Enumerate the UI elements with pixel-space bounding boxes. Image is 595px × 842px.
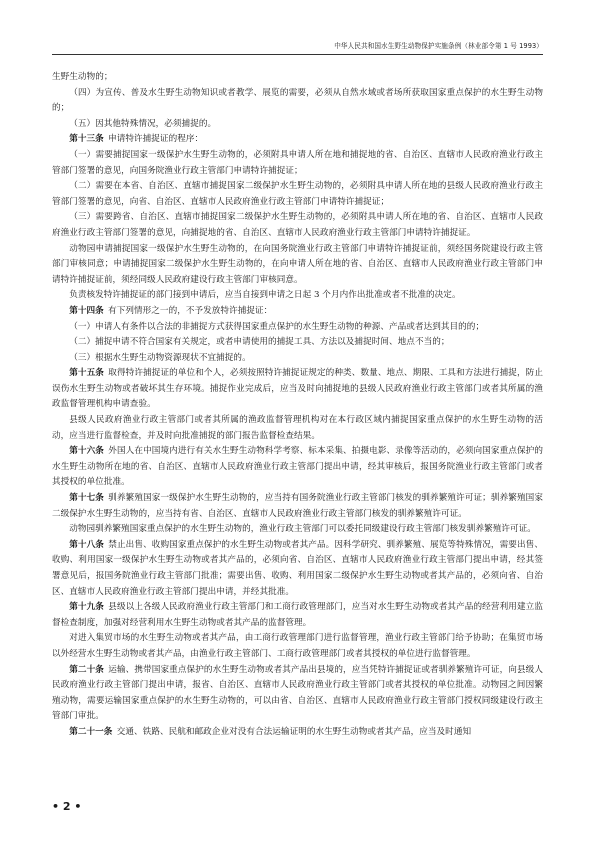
paragraph-text: 负责核发特许捕捉证的部门接到申请后，应当自接到申请之日起 3 个月内作出批准或者不批准的决定。: [69, 290, 461, 301]
paragraph: [52, 132, 543, 148]
paragraph: [52, 725, 543, 741]
paragraph-text: 运输、携带国家重点保护的水生野生动物或者其产品出县境的，应当凭特许捕捉证或者驯养繁殖许可证，向县级人民政府渔业行政主管部门提出申请，报省、自治区、直辖市人民政府渔业行政主管部门或者其授权的单位批准。动物园之间因繁殖动物，需要运输国家重点保护的水生野生动物的，可以由省、自治区、直辖市人民政府渔业行政主管部门授权同级建设行政主管部门审批。: [52, 664, 543, 722]
paragraph-text: 生野生动物的；: [52, 72, 113, 82]
running-header: 中华人民共和国水生野生动物保护实施条例（林业部令第 1 号 1993）: [52, 40, 543, 55]
paragraph-text: 取得特许捕捉证的单位和个人，必须按照特许捕捉证规定的种类、数量、地点、期限、工具和方法进行捕捉，防止误伤水生野生动物或者破坏其生存环境。捕捉作业完成后，应当及时向捕捉地的县级人民政府渔业行政主管部门或者其所属的渔政监督管理机构申请查验。: [52, 368, 543, 410]
paragraph-text: 县级人民政府渔业行政主管部门或者其所属的渔政监督管理机构对在本行政区域内捕捉国家重点保护的水生野生动物的活动，应当进行监督检查，并及时向批准捕捉的部门报告监督检查结果。: [52, 415, 543, 441]
paragraph-text: 动物园申请捕捉国家一级保护水生野生动物的，在向国务院渔业行政主管部门申请特许捕捉证前，须经国务院建设行政主管部门审核同意；申请捕捉国家二级保护水生野生动物的，在向申请人所在地的省、自治区、直辖市人民政府渔业行政主管部门申请特许捕捉证前，须经同级人民政府建设行政主管部门审核同意。: [52, 243, 543, 285]
paragraph-text: 有下列情形之一的，不予发放特许捕捉证：: [108, 305, 273, 316]
paragraph: [52, 86, 543, 117]
paragraph-text: 禁止出售、收购国家重点保护的水生野生动物或者其产品。因科学研究、驯养繁殖、展览等特殊情况，需要出售、收购、利用国家一级保护水生野生动物或者其产品的，必须向省、自治区、直辖市人民政府渔业行政主管部门提出申请，经其签署意见后，报国务院渔业行政主管部门批准；需要出售、收购、利用国家二级保护水生野生动物或者其产品的，必须向省、自治区、直辖市人民政府渔业行政主管部门提出申请，并经其批准。: [52, 539, 543, 597]
paragraph-text: （三）根据水生野生动物资源现状不宜捕捉的。: [69, 352, 251, 363]
paragraph-text: 对进入集贸市场的水生野生动物或者其产品，由工商行政管理部门进行监督管理，渔业行政主管部门给予协助；在集贸市场以外经营水生野生动物或者其产品，由渔业行政主管部门、工商行政管理部门或者其授权的单位进行监督管理。: [52, 633, 543, 659]
paragraph-text: （二）需要在本省、自治区、直辖市捕捉国家二级保护水生野生动物的，必须附具申请人所在地的县级人民政府渔业行政主管部门签署的意见，向省、自治区、直辖市人民政府渔业行政主管部门申请特许捕捉证；: [52, 181, 543, 207]
page-number: • 2 •: [52, 800, 82, 813]
paragraph-text: 动物园驯养繁殖国家重点保护的水生野生动物的，渔业行政主管部门可以委托同级建设行政主管部门核发驯养繁殖许可证。: [69, 524, 536, 535]
article-number: 第十三条: [69, 134, 104, 145]
paragraph: [52, 491, 543, 522]
article-number: 第十五条: [69, 368, 104, 379]
paragraph: [52, 288, 543, 304]
article-number: 第十七条: [69, 493, 104, 504]
paragraph-text: （五）因其他特殊情况，必须捕捉的。: [69, 118, 217, 129]
article-number: 第十九条: [69, 602, 104, 613]
paragraph: [52, 148, 543, 179]
article-number: 第十八条: [69, 539, 104, 550]
paragraph-text: 驯养繁殖国家一级保护水生野生动物的，应当持有国务院渔业行政主管部门核发的驯养繁殖许可证；驯养繁殖国家二级保护水生野生动物的，应当持有省、自治区、直辖市人民政府渔业行政主管部门核发的驯养繁殖许可证。: [52, 493, 543, 519]
paragraph: [52, 366, 543, 413]
paragraph: [52, 117, 543, 133]
paragraph: [52, 413, 543, 444]
article-number: 第十六条: [69, 446, 104, 457]
paragraph: [52, 663, 543, 725]
paragraph: [52, 522, 543, 538]
paragraph-text: （四）为宣传、普及水生野生动物知识或者教学、展览的需要，必须从自然水域或者场所获取国家重点保护的水生野生动物的；: [52, 87, 543, 114]
paragraph: [52, 179, 543, 210]
paragraph-text: 县级以上各级人民政府渔业行政主管部门和工商行政管理部门，应当对水生野生动物或者其产品的经营利用建立监督检查制度，加强对经营利用水生野生动物或者其产品的监督管理。: [52, 602, 543, 628]
paragraph: [52, 444, 543, 491]
paragraph-text: 申请特许捕捉证的程序：: [108, 134, 204, 145]
paragraph: [52, 335, 543, 351]
article-number: 第二十条: [69, 664, 104, 675]
paragraph: [52, 351, 543, 367]
paragraph-text: 交通、铁路、民航和邮政企业对没有合法运输证明的水生野生动物或者其产品，应当及时通知: [116, 726, 472, 737]
paragraph-text: （一）需要捕捉国家一级保护水生野生动物的，必须附具申请人所在地和捕捉地的省、自治区、直辖市人民政府渔业行政主管部门签署的意见，向国务院渔业行政主管部门申请特许捕捉证；: [52, 149, 543, 176]
document-body: [52, 70, 543, 741]
paragraph: [52, 600, 543, 631]
paragraph: [52, 538, 543, 600]
paragraph: [52, 631, 543, 662]
paragraph: [52, 304, 543, 320]
paragraph-text: （二）捕捉申请不符合国家有关规定，或者申请使用的捕捉工具、方法以及捕捉时间、地点不当的；: [69, 337, 450, 348]
paragraph: [52, 210, 543, 241]
paragraph: [52, 242, 543, 289]
paragraph: [52, 70, 543, 86]
article-number: 第十四条: [69, 305, 104, 316]
article-number: 第二十一条: [69, 726, 113, 737]
paragraph-text: （三）需要跨省、自治区、直辖市捕捉国家二级保护水生野生动物的，必须附具申请人所在地的省、自治区、直辖市人民政府渔业行政主管部门签署的意见，向捕捉地的省、自治区、直辖市人民政府渔业行政主管部门申请特许捕捉证。: [52, 212, 543, 238]
paragraph-text: 外国人在中国境内进行有关水生野生动物科学考察、标本采集、拍摄电影、录像等活动的，必须向国家重点保护的水生野生动物所在地的省、自治区、直辖市人民政府渔业行政主管部门提出申请，经其审核后，报国务院渔业行政主管部门或者其授权的单位批准。: [52, 446, 543, 488]
paragraph-text: （一）申请人有条件以合法的非捕捉方式获得国家重点保护的水生野生动物的种源、产品或者达到其目的的；: [69, 321, 485, 332]
paragraph: [52, 320, 543, 336]
